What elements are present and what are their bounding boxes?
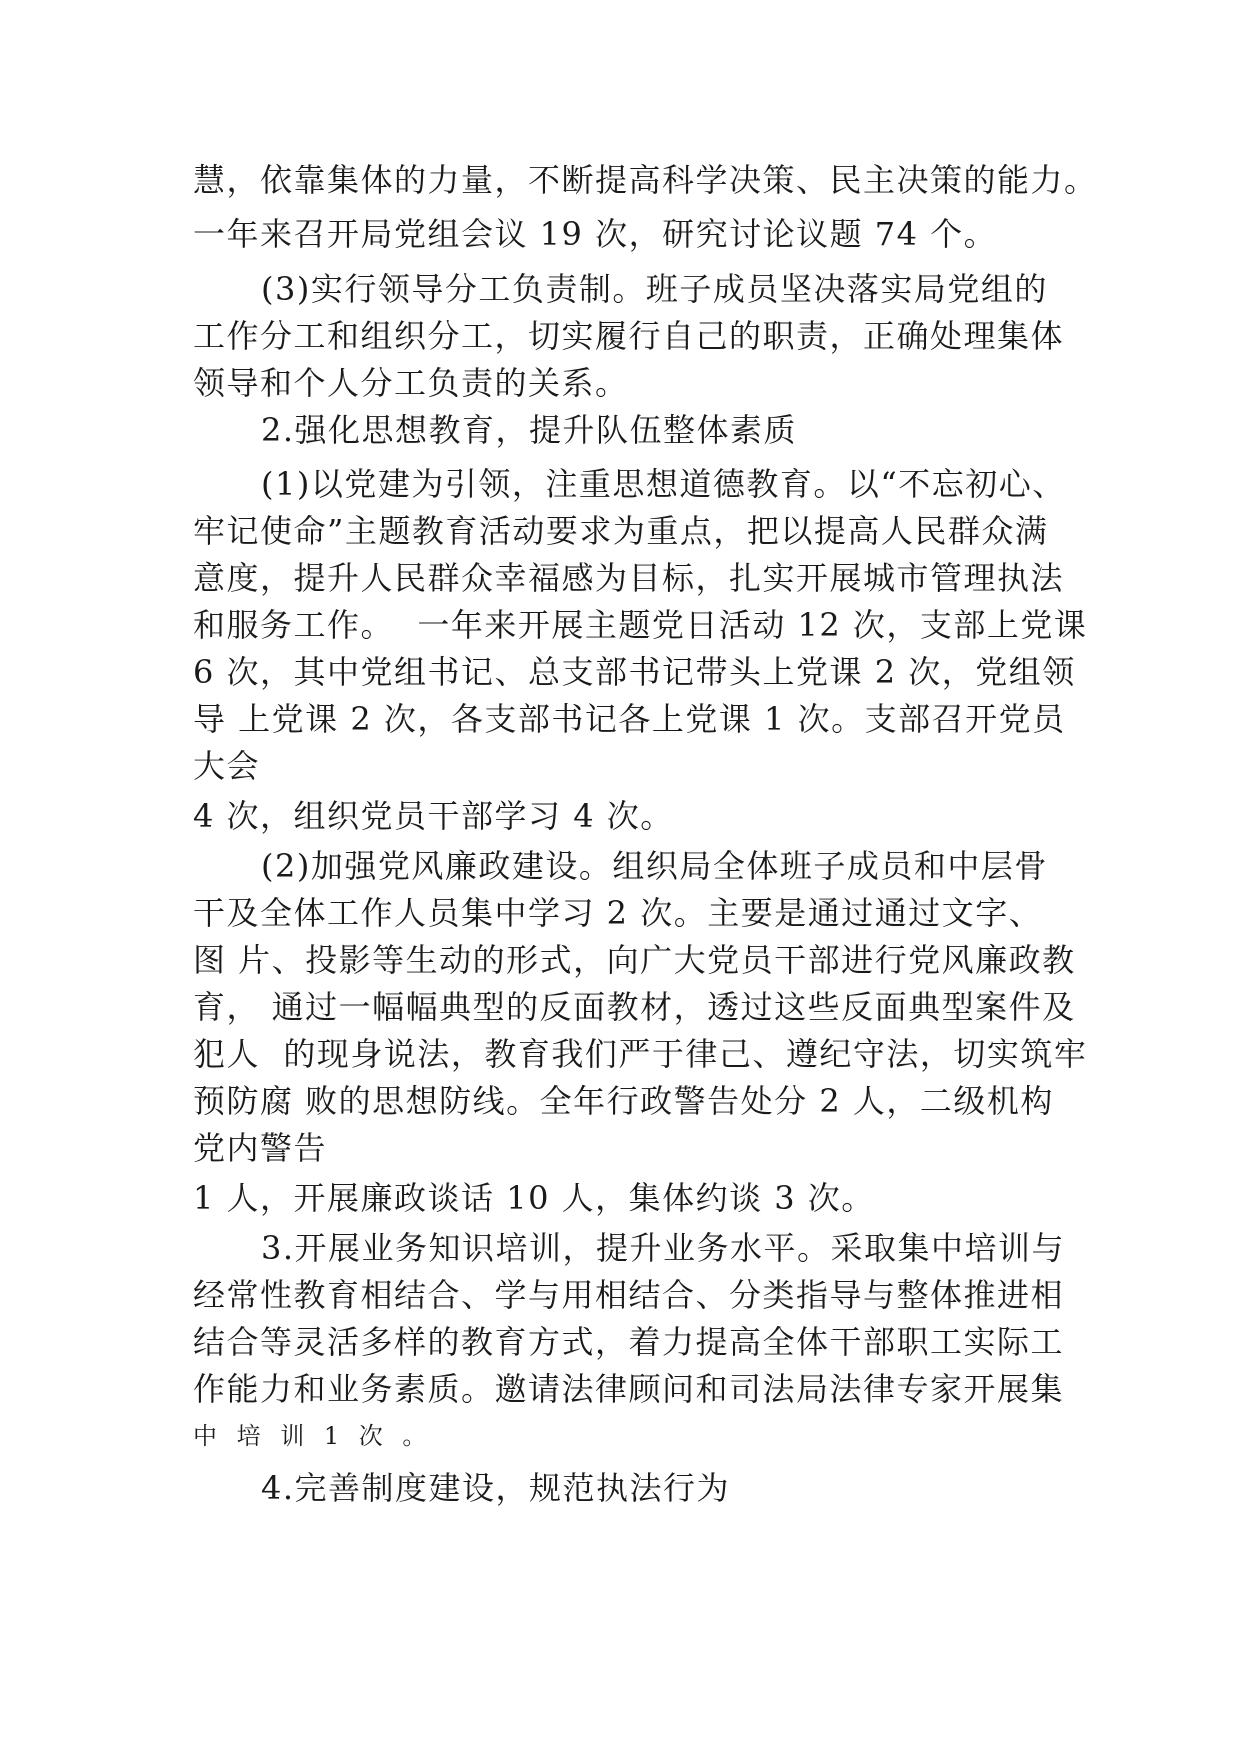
text-line-1: 慧，依靠集体的力量，不断提高科学决策、民主决策的能力。: [193, 161, 1098, 199]
text-line-24: 经常性教育相结合、学与用相结合、分类指导与整体推进相: [193, 1276, 1065, 1314]
text-line-17: 图 片、投影等生动的形式，向广大党员干部进行党风廉政教: [193, 941, 1076, 979]
text-line-10: 和服务工作。 一年来开展主题党日活动 12 次，支部上党课: [193, 606, 1088, 644]
text-line-20: 预防腐 败的思想防线。全年行政警告处分 2 人，二级机构: [193, 1082, 1054, 1120]
text-line-2: 一年来召开局党组会议 19 次，研究讨论议题 74 个。: [193, 215, 998, 253]
text-line-4: 工作分工和组织分工，切实履行自己的职责，正确处理集体: [193, 317, 1065, 355]
text-line-16: 干及全体工作人员集中学习 2 次。主要是通过通过文字、: [193, 894, 1043, 932]
text-line-21: 党内警告: [193, 1129, 328, 1167]
text-line-25: 结合等灵活多样的教育方式，着力提高全体干部职工实际工: [193, 1323, 1065, 1361]
text-line-26: 作能力和业务素质。邀请法律顾问和司法局法律专家开展集: [193, 1370, 1065, 1408]
text-line-18: 育， 通过一幅幅典型的反面教材，透过这些反面典型案件及: [193, 988, 1076, 1026]
text-line-8: 牢记使命”主题教育活动要求为重点，把以提高人民群众满: [193, 512, 1049, 550]
text-line-15: (2)加强党风廉政建设。组织局全体班子成员和中层骨: [261, 847, 1048, 885]
section-heading-3: 3.开展业务知识培训，提升业务水平。采取集中培训与: [261, 1229, 1066, 1267]
section-heading-4: 4.完善制度建设，规范执法行为: [261, 1469, 731, 1507]
text-line-11: 6 次，其中党组书记、总支部书记带头上党课 2 次，党组领: [193, 653, 1076, 691]
text-line-19: 犯人 的现身说法，教育我们严于律己、遵纪守法，切实筑牢: [193, 1035, 1088, 1073]
text-line-22: 1 人，开展廉政谈话 10 人，集体约谈 3 次。: [193, 1179, 875, 1217]
text-line-5: 领导和个人分工负责的关系。: [193, 364, 629, 402]
text-line-13: 大会: [193, 747, 261, 785]
text-line-7: (1)以党建为引领，注重思想道德教育。以“不忘初心、: [261, 465, 1066, 503]
text-line-14: 4 次，组织党员干部学习 4 次。: [193, 797, 674, 835]
text-line-12: 导 上党课 2 次，各支部书记各上党课 1 次。支部召开党员: [193, 700, 1066, 738]
text-line-3: (3)实行领导分工负责制。班子成员坚决落实局党组的: [261, 270, 1048, 308]
text-line-9: 意度，提升人民群众幸福感为目标，扎实开展城市管理执法: [193, 559, 1065, 597]
section-heading-2: 2.强化思想教育，提升队伍整体素质: [261, 411, 798, 449]
text-line-27: 中 培 训 1 次 。: [193, 1422, 433, 1450]
